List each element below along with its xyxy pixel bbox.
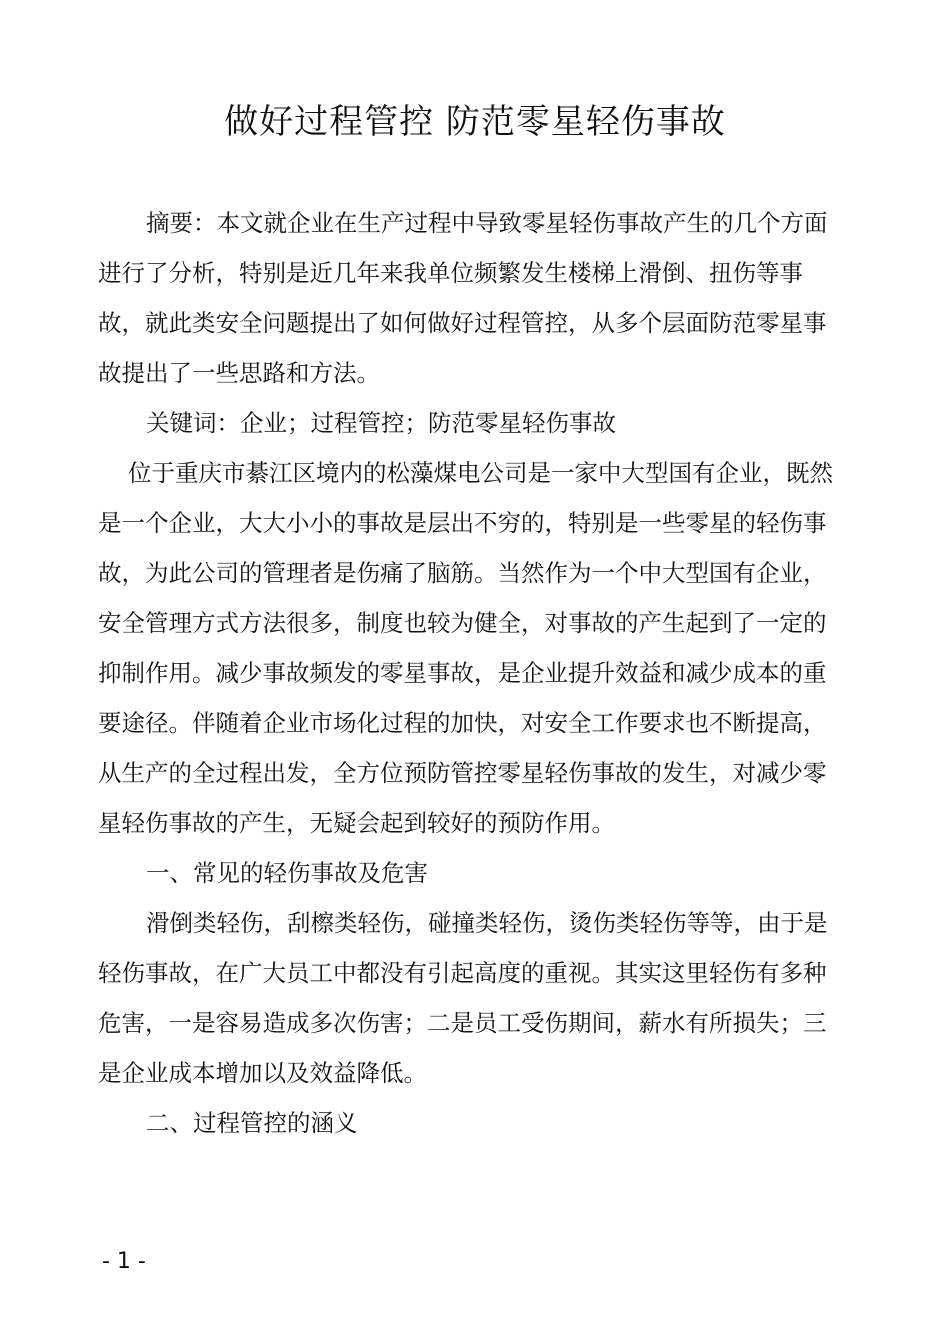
- abstract-line: 故提出了一些思路和方法。: [98, 359, 380, 387]
- section1-line: 危害，一是容易造成多次伤害；二是员工受伤期间，薪水有所损失；三: [98, 1009, 827, 1037]
- section1-line: 滑倒类轻伤，刮檫类轻伤，碰撞类轻伤，烫伤类轻伤等等，由于是: [146, 909, 828, 937]
- section1-line: 轻伤事故，在广大员工中都没有引起高度的重视。其实这里轻伤有多种: [98, 959, 827, 987]
- section1-line: 是企业成本增加以及效益降低。: [98, 1059, 427, 1087]
- abstract-line: 故，就此类安全问题提出了如何做好过程管控，从多个层面防范零星事: [98, 309, 827, 337]
- section-heading-2: 二、过程管控的涵义: [146, 1109, 358, 1137]
- intro-line: 故，为此公司的管理者是伤痛了脑筋。当然作为一个中大型国有企业，: [98, 559, 827, 587]
- intro-line: 安全管理方式方法很多，制度也较为健全，对事故的产生起到了一定的: [98, 609, 827, 637]
- intro-line: 抑制作用。减少事故频发的零星事故，是企业提升效益和减少成本的重: [98, 659, 827, 687]
- section-heading-1: 一、常见的轻伤事故及危害: [146, 859, 428, 887]
- intro-line: 从生产的全过程出发，全方位预防管控零星轻伤事故的发生，对减少零: [98, 759, 827, 787]
- abstract-line: 摘要：本文就企业在生产过程中导致零星轻伤事故产生的几个方面: [146, 209, 828, 237]
- document-title: 做好过程管控 防范零星轻伤事故: [224, 102, 726, 142]
- intro-line: 星轻伤事故的产生，无疑会起到较好的预防作用。: [98, 809, 615, 837]
- intro-line: 要途径。伴随着企业市场化过程的加快，对安全工作要求也不断提高，: [98, 709, 827, 737]
- page-number: - 1 -: [102, 1249, 146, 1274]
- intro-line: 是一个企业，大大小小的事故是层出不穷的，特别是一些零星的轻伤事: [98, 509, 827, 537]
- abstract-line: 进行了分析，特别是近几年来我单位频繁发生楼梯上滑倒、扭伤等事: [98, 259, 803, 287]
- keywords: 关键词：企业；过程管控；防范零星轻伤事故: [146, 409, 616, 437]
- intro-line: 位于重庆市綦江区境内的松藻煤电公司是一家中大型国有企业，既然: [128, 459, 833, 487]
